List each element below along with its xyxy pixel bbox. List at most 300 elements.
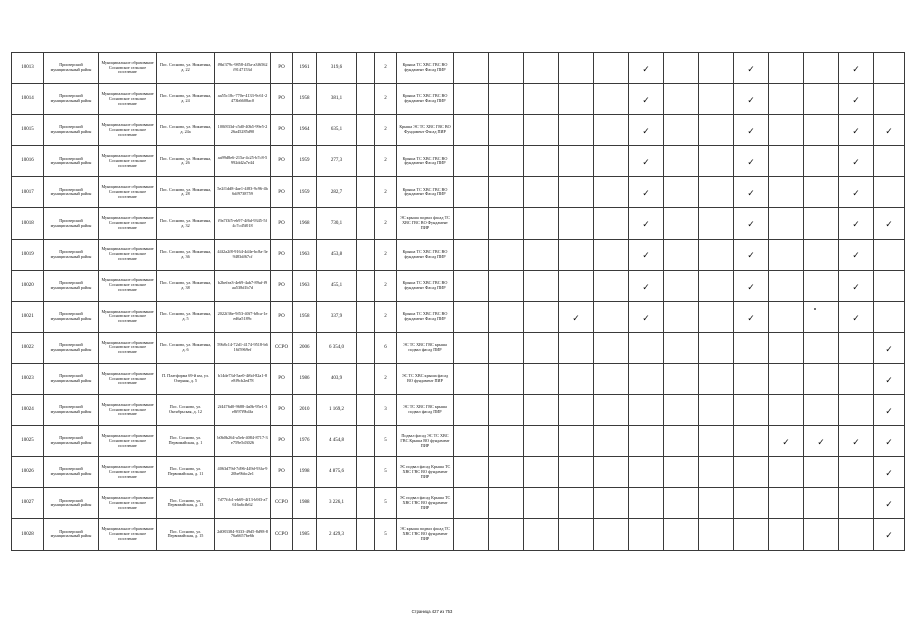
year-cell: 1963 (293, 270, 317, 301)
work-column-cell (524, 239, 559, 270)
year-cell: 1961 (293, 53, 317, 84)
work-column-cell (804, 301, 839, 332)
work-column-cell (804, 395, 839, 426)
row-id: 10024 (12, 395, 44, 426)
work-column-cell (489, 332, 524, 363)
work-column-cell (489, 457, 524, 488)
area-cell: 403,9 (317, 363, 357, 394)
work-column-cell (454, 332, 489, 363)
blank-cell (357, 146, 375, 177)
work-column-cell (559, 426, 594, 457)
work-column-cell (699, 488, 734, 519)
work-column-cell (524, 457, 559, 488)
address-cell: Пос. Сосново, ул. Октябрьская, д. 12 (157, 395, 215, 426)
works-cell: ЭС подвал фасад Крыша ТС ХВС ГВС ВО фундамент ПИР (397, 457, 454, 488)
address-cell: Пос. Сосново, ул. Никитина, д. 38 (157, 270, 215, 301)
work-column-cell (839, 177, 874, 208)
work-column-cell (664, 457, 699, 488)
work-column-cell (594, 115, 629, 146)
blank-cell (357, 301, 375, 332)
guid-cell: 2f4476d0-9688-4a0b-95e1-3e8f97f9b4fa (215, 395, 271, 426)
wall-material-cell: РО (271, 301, 293, 332)
wall-material-cell: РО (271, 363, 293, 394)
guid-cell: f9a7f3f5-eb97-4f6d-9345-5f4c7cd5f018 (215, 208, 271, 239)
work-column-cell (454, 208, 489, 239)
address-cell: Пос. Сосново, ул. Никитина, д. 24 (157, 84, 215, 115)
work-column-cell (559, 146, 594, 177)
works-cell: Крыша ТС ХВС ГВС ВО фундамент Фасад ПИР (397, 84, 454, 115)
work-column-cell (454, 426, 489, 457)
work-column-cell (524, 146, 559, 177)
work-column-cell (734, 239, 769, 270)
work-column-cell (559, 488, 594, 519)
checkmark-icon: ✓ (747, 282, 755, 293)
work-column-cell (874, 270, 905, 301)
district-cell: Приозерский муниципальный район (44, 239, 99, 270)
wall-material-cell: ССРО (271, 519, 293, 550)
row-id: 10021 (12, 301, 44, 332)
table-row (12, 115, 905, 146)
work-column-cell (594, 395, 629, 426)
district-cell: Приозерский муниципальный район (44, 208, 99, 239)
area-cell: 730,1 (317, 208, 357, 239)
work-column-cell (769, 239, 804, 270)
work-column-cell (559, 457, 594, 488)
settlement-cell: Муниципальное образование Сосновское сельское поселение (99, 53, 157, 84)
work-column-cell (524, 208, 559, 239)
settlement-cell: Муниципальное образование Сосновское сельское поселение (99, 395, 157, 426)
table-row (12, 457, 905, 488)
floors-cell: 2 (375, 363, 397, 394)
work-column-cell (769, 53, 804, 84)
year-cell: 1963 (293, 239, 317, 270)
district-cell: Приозерский муниципальный район (44, 53, 99, 84)
checkmark-icon: ✓ (885, 127, 893, 138)
work-column-cell (454, 519, 489, 550)
works-cell: ЭС ТС ХВС ГВС крыша подвал фасад ПИР (397, 332, 454, 363)
checkmark-icon: ✓ (852, 282, 860, 293)
area-cell: 4 454,8 (317, 426, 357, 457)
checkmark-icon: ✓ (885, 531, 893, 542)
floors-cell: 2 (375, 177, 397, 208)
blank-cell (357, 53, 375, 84)
work-column-cell (839, 363, 874, 394)
work-column-cell (769, 395, 804, 426)
guid-cell: 44f2a2f8-9164-4d4e-bc8a-3e9483df67cf (215, 239, 271, 270)
area-cell: 453,8 (317, 239, 357, 270)
checkmark-icon: ✓ (747, 251, 755, 262)
row-id: 10027 (12, 488, 44, 519)
work-column-cell (699, 426, 734, 457)
work-column-cell (699, 457, 734, 488)
floors-cell: 2 (375, 53, 397, 84)
guid-cell: f9bf379c-9858-4f5a-a3f6562f9147153d (215, 53, 271, 84)
row-id: 10018 (12, 208, 44, 239)
year-cell: 1959 (293, 146, 317, 177)
work-column-cell (629, 239, 664, 270)
checkmark-icon: ✓ (852, 127, 860, 138)
checkmark-icon: ✓ (642, 95, 650, 106)
work-column-cell (839, 519, 874, 550)
work-column-cell (839, 208, 874, 239)
year-cell: 1986 (293, 363, 317, 394)
work-column-cell (804, 146, 839, 177)
work-column-cell (804, 332, 839, 363)
work-column-cell (454, 395, 489, 426)
guid-cell: b0b0b264-a5eb-4084-8717-3e759e5d3026 (215, 426, 271, 457)
work-column-cell (559, 301, 594, 332)
table-row (12, 519, 905, 550)
district-cell: Приозерский муниципальный район (44, 332, 99, 363)
work-column-cell (664, 208, 699, 239)
checkmark-icon: ✓ (852, 189, 860, 200)
blank-cell (357, 177, 375, 208)
settlement-cell: Муниципальное образование Сосновское сельское поселение (99, 363, 157, 394)
checkmark-icon: ✓ (747, 95, 755, 106)
blank-cell (357, 363, 375, 394)
address-cell: Пос. Сосново, ул. Никитина, д. 24а (157, 115, 215, 146)
address-cell: Пос. Сосново, ул. Первомайская, д. 15 (157, 519, 215, 550)
work-column-cell (524, 270, 559, 301)
area-cell: 381,1 (317, 84, 357, 115)
work-column-cell (804, 53, 839, 84)
work-column-cell (664, 177, 699, 208)
wall-material-cell: РО (271, 426, 293, 457)
work-column-cell (734, 426, 769, 457)
settlement-cell: Муниципальное образование Сосновское сельское поселение (99, 208, 157, 239)
work-column-cell (839, 395, 874, 426)
work-column-cell (664, 332, 699, 363)
work-column-cell (454, 115, 489, 146)
work-column-cell (664, 488, 699, 519)
work-column-cell (559, 239, 594, 270)
work-column-cell (874, 457, 905, 488)
work-column-cell (769, 115, 804, 146)
work-column-cell (734, 84, 769, 115)
table-row (12, 270, 905, 301)
work-column-cell (629, 426, 664, 457)
work-column-cell (524, 84, 559, 115)
row-id: 10019 (12, 239, 44, 270)
work-column-cell (489, 239, 524, 270)
year-cell: 1968 (293, 208, 317, 239)
table-row (12, 488, 905, 519)
work-column-cell (839, 270, 874, 301)
register-table (11, 52, 905, 551)
work-column-cell (629, 208, 664, 239)
guid-cell: 4063d79d-7d96-449d-93fa-920be9bbc2e1 (215, 457, 271, 488)
work-column-cell (524, 488, 559, 519)
settlement-cell: Муниципальное образование Сосновское сельское поселение (99, 426, 157, 457)
district-cell: Приозерский муниципальный район (44, 146, 99, 177)
blank-cell (357, 519, 375, 550)
year-cell: 1959 (293, 177, 317, 208)
blank-cell (357, 115, 375, 146)
settlement-cell: Муниципальное образование Сосновское сельское поселение (99, 519, 157, 550)
row-id: 10014 (12, 84, 44, 115)
year-cell: 1958 (293, 84, 317, 115)
area-cell: 635,1 (317, 115, 357, 146)
work-column-cell (559, 332, 594, 363)
work-column-cell (594, 239, 629, 270)
work-column-cell (874, 146, 905, 177)
area-cell: 4 875,6 (317, 457, 357, 488)
settlement-cell: Муниципальное образование Сосновское сельское поселение (99, 332, 157, 363)
work-column-cell (454, 488, 489, 519)
settlement-cell: Муниципальное образование Сосновское сельское поселение (99, 177, 157, 208)
work-column-cell (804, 84, 839, 115)
district-cell: Приозерский муниципальный район (44, 177, 99, 208)
work-column-cell (839, 239, 874, 270)
work-column-cell (769, 84, 804, 115)
checkmark-icon: ✓ (782, 437, 790, 448)
checkmark-icon: ✓ (747, 220, 755, 231)
district-cell: Приозерский муниципальный район (44, 395, 99, 426)
checkmark-icon: ✓ (642, 313, 650, 324)
checkmark-icon: ✓ (747, 64, 755, 75)
checkmark-icon: ✓ (885, 375, 893, 386)
work-column-cell (769, 457, 804, 488)
work-column-cell (629, 301, 664, 332)
area-cell: 277,3 (317, 146, 357, 177)
year-cell: 1976 (293, 426, 317, 457)
wall-material-cell: РО (271, 177, 293, 208)
works-cell: Крыша ТС ХВС ГВС ВО фундамент Фасад ПИР (397, 53, 454, 84)
work-column-cell (454, 177, 489, 208)
work-column-cell (699, 115, 734, 146)
row-id: 10017 (12, 177, 44, 208)
work-column-cell (629, 84, 664, 115)
work-column-cell (664, 53, 699, 84)
work-column-cell (594, 146, 629, 177)
work-column-cell (559, 519, 594, 550)
district-cell: Приозерский муниципальный район (44, 457, 99, 488)
work-column-cell (804, 519, 839, 550)
work-column-cell (594, 488, 629, 519)
work-column-cell (839, 146, 874, 177)
checkmark-icon: ✓ (852, 251, 860, 262)
work-column-cell (874, 301, 905, 332)
works-cell: Крыша ТС ХВС ГВС ВО фундамент Фасад ПИР (397, 239, 454, 270)
blank-cell (357, 84, 375, 115)
works-cell: ЭС крыша подвал фасад ТС ХВС ГВС ВО Фундамент ПИР (397, 208, 454, 239)
district-cell: Приозерский муниципальный район (44, 363, 99, 394)
work-column-cell (734, 208, 769, 239)
work-column-cell (454, 301, 489, 332)
blank-cell (357, 426, 375, 457)
address-cell: Пос. Сосново, ул. Никитина, д. 22 (157, 53, 215, 84)
work-column-cell (454, 53, 489, 84)
floors-cell: 5 (375, 488, 397, 519)
table-row (12, 146, 905, 177)
work-column-cell (629, 146, 664, 177)
address-cell: Пос. Сосново, ул. Никитина, д. 5 (157, 301, 215, 332)
address-cell: Пос. Сосново, ул. Первомайская, д. 11 (157, 457, 215, 488)
wall-material-cell: РО (271, 115, 293, 146)
year-cell: 1964 (293, 115, 317, 146)
work-column-cell (839, 457, 874, 488)
district-cell: Приозерский муниципальный район (44, 519, 99, 550)
work-column-cell (804, 208, 839, 239)
work-column-cell (804, 177, 839, 208)
work-column-cell (559, 363, 594, 394)
work-column-cell (524, 115, 559, 146)
wall-material-cell: РО (271, 208, 293, 239)
works-cell: Крыша ТС ХВС ГВС ВО фундамент Фасад ПИР (397, 146, 454, 177)
guid-cell: aa99d8e6-215a-4c25-b7c8-5992dd2a7e44 (215, 146, 271, 177)
work-column-cell (804, 115, 839, 146)
checkmark-icon: ✓ (885, 469, 893, 480)
work-column-cell (874, 84, 905, 115)
works-cell: ЭС ТС ХВС крыша фасад ВО фундамент ПИР (397, 363, 454, 394)
work-column-cell (699, 239, 734, 270)
work-column-cell (594, 426, 629, 457)
work-column-cell (664, 270, 699, 301)
guid-cell: aa55c18c-770e-4133-9c61-2473b6608ac0 (215, 84, 271, 115)
district-cell: Приозерский муниципальный район (44, 84, 99, 115)
work-column-cell (524, 426, 559, 457)
row-id: 10025 (12, 426, 44, 457)
work-column-cell (734, 53, 769, 84)
work-column-cell (804, 239, 839, 270)
work-column-cell (839, 84, 874, 115)
work-column-cell (734, 301, 769, 332)
work-column-cell (734, 395, 769, 426)
work-column-cell (524, 363, 559, 394)
checkmark-icon: ✓ (852, 220, 860, 231)
work-column-cell (454, 363, 489, 394)
checkmark-icon: ✓ (885, 500, 893, 511)
work-column-cell (769, 332, 804, 363)
work-column-cell (489, 363, 524, 394)
work-column-cell (524, 519, 559, 550)
floors-cell: 2 (375, 239, 397, 270)
district-cell: Приозерский муниципальный район (44, 426, 99, 457)
work-column-cell (769, 363, 804, 394)
work-column-cell (734, 457, 769, 488)
table-row (12, 332, 905, 363)
work-column-cell (769, 208, 804, 239)
works-cell: ЭС подвал фасад Крыша ТС ХВС ГВС ВО фундамент ПИР (397, 488, 454, 519)
row-id: 10026 (12, 457, 44, 488)
work-column-cell (769, 270, 804, 301)
wall-material-cell: ССРО (271, 332, 293, 363)
work-column-cell (699, 363, 734, 394)
checkmark-icon: ✓ (885, 406, 893, 417)
checkmark-icon: ✓ (852, 158, 860, 169)
row-id: 10020 (12, 270, 44, 301)
work-column-cell (699, 332, 734, 363)
works-cell: Крыша ТС ХВС ГВС ВО фундамент Фасад ПИР (397, 270, 454, 301)
work-column-cell (804, 270, 839, 301)
work-column-cell (874, 488, 905, 519)
row-id: 10023 (12, 363, 44, 394)
work-column-cell (664, 363, 699, 394)
works-cell: Подвал фасад ЭС ТС ХВС ГВС Крыша ВО фундамент ПИР (397, 426, 454, 457)
wall-material-cell: РО (271, 84, 293, 115)
work-column-cell (699, 301, 734, 332)
wall-material-cell: РО (271, 270, 293, 301)
work-column-cell (594, 208, 629, 239)
page-footer: Страница 427 из 753 (411, 609, 453, 614)
checkmark-icon: ✓ (642, 220, 650, 231)
table-row (12, 426, 905, 457)
floors-cell: 2 (375, 146, 397, 177)
checkmark-icon: ✓ (747, 158, 755, 169)
wall-material-cell: РО (271, 146, 293, 177)
year-cell: 1985 (293, 519, 317, 550)
district-cell: Приозерский муниципальный район (44, 301, 99, 332)
checkmark-icon: ✓ (885, 437, 893, 448)
work-column-cell (699, 146, 734, 177)
row-id: 10013 (12, 53, 44, 84)
work-column-cell (874, 115, 905, 146)
guid-cell: 2d083384-9333-49d5-8d98-876a6657be6b (215, 519, 271, 550)
blank-cell (357, 208, 375, 239)
work-column-cell (839, 53, 874, 84)
work-column-cell (454, 239, 489, 270)
work-column-cell (804, 457, 839, 488)
work-column-cell (454, 146, 489, 177)
work-column-cell (769, 519, 804, 550)
floors-cell: 2 (375, 270, 397, 301)
works-cell: Крыша ЭС ТС ХВС ГВС ВО Фундамент Фасад ПИР (397, 115, 454, 146)
work-column-cell (629, 519, 664, 550)
work-column-cell (489, 395, 524, 426)
work-column-cell (769, 488, 804, 519)
scan-speck (814, 308, 816, 310)
address-cell: Пос. Сосново, ул. Первомайская, д. 1 (157, 426, 215, 457)
work-column-cell (629, 270, 664, 301)
work-column-cell (594, 363, 629, 394)
floors-cell: 5 (375, 519, 397, 550)
checkmark-icon: ✓ (852, 64, 860, 75)
work-column-cell (489, 519, 524, 550)
area-cell: 2 429,3 (317, 519, 357, 550)
row-id: 10022 (12, 332, 44, 363)
work-column-cell (874, 53, 905, 84)
work-column-cell (734, 177, 769, 208)
work-column-cell (804, 488, 839, 519)
work-column-cell (629, 115, 664, 146)
settlement-cell: Муниципальное образование Сосновское сельское поселение (99, 115, 157, 146)
year-cell: 2010 (293, 395, 317, 426)
table-row (12, 395, 905, 426)
settlement-cell: Муниципальное образование Сосновское сельское поселение (99, 84, 157, 115)
floors-cell: 2 (375, 115, 397, 146)
area-cell: 282,7 (317, 177, 357, 208)
work-column-cell (804, 426, 839, 457)
year-cell: 2006 (293, 332, 317, 363)
area-cell: 319,6 (317, 53, 357, 84)
work-column-cell (734, 363, 769, 394)
work-column-cell (769, 146, 804, 177)
settlement-cell: Муниципальное образование Сосновское сельское поселение (99, 457, 157, 488)
wall-material-cell: РО (271, 395, 293, 426)
work-column-cell (839, 115, 874, 146)
work-column-cell (524, 301, 559, 332)
work-column-cell (839, 301, 874, 332)
blank-cell (357, 270, 375, 301)
work-column-cell (594, 457, 629, 488)
work-column-cell (664, 426, 699, 457)
row-id: 10028 (12, 519, 44, 550)
year-cell: 1988 (293, 488, 317, 519)
work-column-cell (874, 519, 905, 550)
work-column-cell (629, 395, 664, 426)
area-cell: 337,9 (317, 301, 357, 332)
work-column-cell (664, 395, 699, 426)
